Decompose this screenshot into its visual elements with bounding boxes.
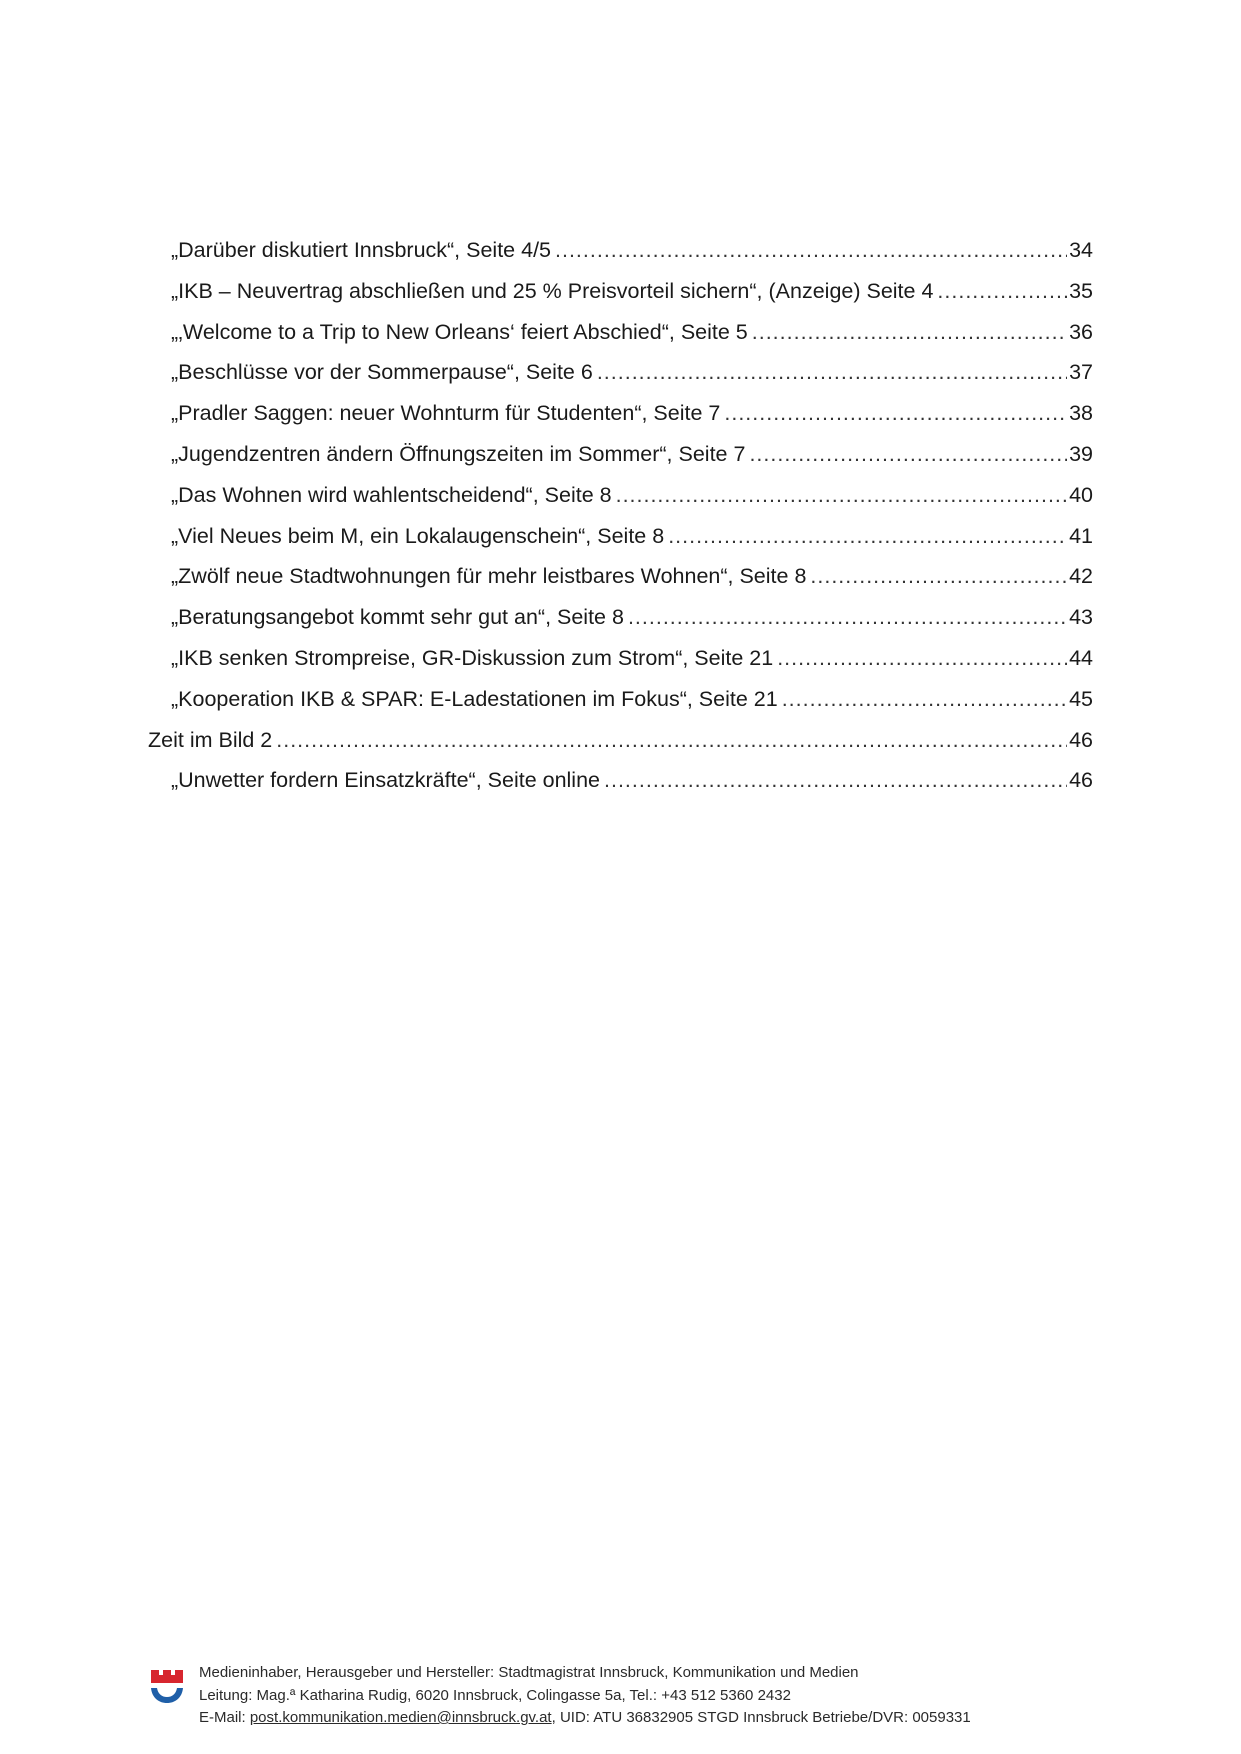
toc-leader-dots [628,597,1067,638]
toc-leader-dots [276,720,1067,761]
toc-entry-page: 39 [1069,441,1093,466]
toc-entry-page: 44 [1069,645,1093,670]
footer-imprint [199,1662,971,1730]
toc-entry-page: 37 [1069,360,1093,385]
footer-email-link[interactable]: post.kommunikation.medien@innsbruck.gv.at [249,1709,552,1726]
toc-entry-page: 45 [1069,686,1093,711]
toc-entry-page: 46 [1069,727,1093,752]
toc-section-heading[interactable] [148,720,1093,761]
toc-leader-dots [937,271,1067,312]
toc-entry-title: „Darüber diskutiert Innsbruck“, Seite 4/5 [171,238,551,262]
toc-entry-page: 43 [1069,605,1093,630]
toc-entry-title: „Pradler Saggen: neuer Wohnturm für Studenten“, Seite 7 [171,401,721,426]
toc-entry-page: 41 [1069,523,1093,548]
toc-entry-title: „Viel Neues beim M, ein Lokalaugenschein“, Seite 8 [171,523,665,548]
toc-entry-title: „‚Welcome to a Trip to New Orleans‘ feiert Abschied“, Seite 5 [171,319,748,344]
toc-leader-dots [555,230,1067,271]
toc-entry-page: 46 [1069,768,1093,793]
toc-entry-title: „Unwetter fordern Einsatzkräfte“, Seite online [171,768,601,793]
toc-leader-dots [724,393,1067,434]
toc-entry[interactable] [148,271,1093,312]
toc-entry[interactable] [148,556,1093,597]
toc-leader-dots [616,475,1067,516]
toc-leader-dots [810,556,1067,597]
toc-entry-title: „Kooperation IKB & SPAR: E-Ladestationen im Fokus“, Seite 21 [171,686,778,711]
toc-entry[interactable] [148,352,1093,393]
toc-leader-dots [782,679,1067,720]
toc-entry[interactable] [148,312,1093,353]
toc-entry-page: 35 [1069,278,1093,303]
toc-entry[interactable] [148,434,1093,475]
toc-entry[interactable] [148,638,1093,679]
toc-leader-dots [668,516,1067,557]
innsbruck-city-logo-icon [150,1668,184,1704]
toc-entry-title: „Beschlüsse vor der Sommerpause“, Seite 6 [171,360,593,385]
toc-entry-page: 38 [1069,401,1093,426]
toc-entry-title: „Zwölf neue Stadtwohnungen für mehr leistbares Wohnen“, Seite 8 [171,564,807,589]
toc-entry-page: 40 [1069,482,1093,507]
toc-entry-page: 34 [1069,238,1093,262]
toc-entry[interactable] [148,230,1093,271]
footer-imprint-line [199,1707,971,1730]
toc-leader-dots [604,760,1067,801]
footer-email-label: E-Mail: [199,1709,250,1726]
toc-leader-dots [597,352,1067,393]
toc-entry-page: 36 [1069,319,1093,344]
toc-entry[interactable] [148,760,1093,801]
toc-entry-title: „Jugendzentren ändern Öffnungszeiten im Sommer“, Seite 7 [171,441,746,466]
footer-imprint-line: Leitung: Mag.ª Katharina Rudig, 6020 Innsbruck, Colingasse 5a, Tel.: +43 512 5360 2432 [199,1686,791,1704]
toc-entry-title: „IKB – Neuvertrag abschließen und 25 % Preisvorteil sichern“, (Anzeige) Seite 4 [171,278,934,303]
toc-leader-dots [749,434,1067,475]
toc-entry[interactable] [148,393,1093,434]
toc-entry[interactable] [148,516,1093,557]
toc-entry[interactable] [148,597,1093,638]
toc-entry-page: 42 [1069,564,1093,589]
table-of-contents [148,230,1093,801]
toc-entry-title: „Das Wohnen wird wahlentscheidend“, Seite 8 [171,482,612,507]
toc-entry[interactable] [148,475,1093,516]
toc-leader-dots [752,312,1067,353]
toc-entry-title: Zeit im Bild 2 [148,727,273,752]
page-footer [150,1662,1090,1726]
toc-entry-title: „Beratungsangebot kommt sehr gut an“, Seite 8 [171,605,624,630]
footer-imprint-line: Medieninhaber, Herausgeber und Hersteller: Stadtmagistrat Innsbruck, Kommunikation und Medien [199,1664,859,1681]
toc-leader-dots [777,638,1067,679]
toc-entry[interactable] [148,679,1093,720]
toc-entry-title: „IKB senken Strompreise, GR-Diskussion zum Strom“, Seite 21 [171,645,774,670]
footer-uid-text: , UID: ATU 36832905 STGD Innsbruck Betriebe/DVR: 0059331 [551,1709,971,1726]
